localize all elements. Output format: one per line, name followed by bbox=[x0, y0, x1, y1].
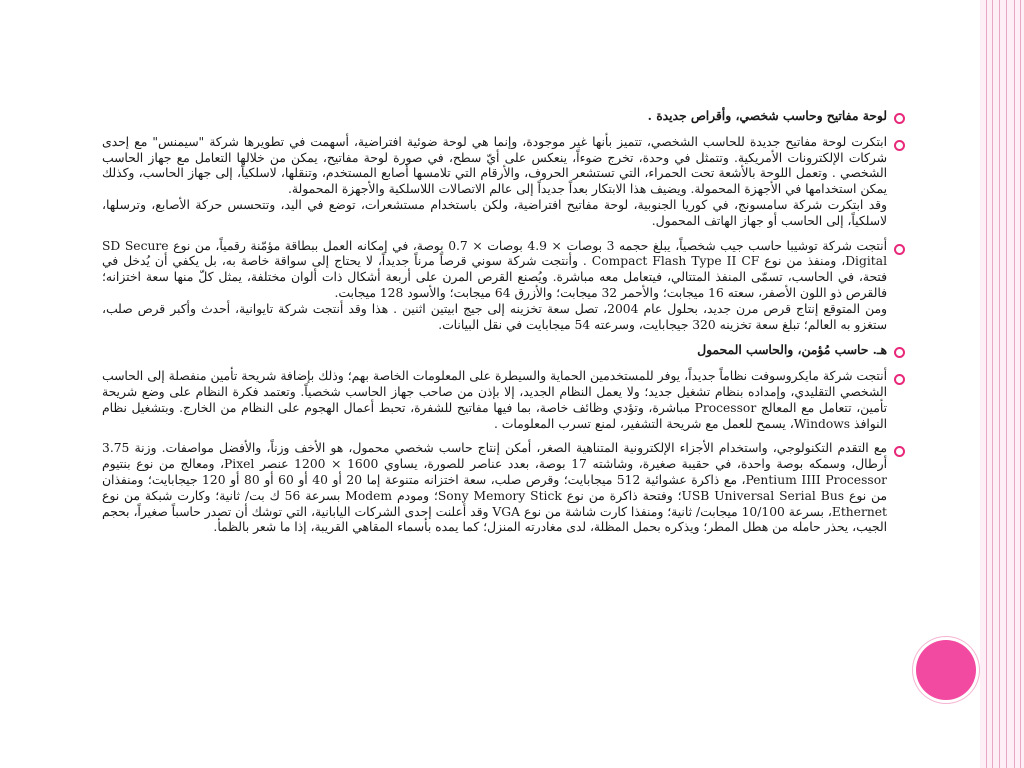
stripe-line bbox=[986, 0, 987, 768]
stripe-line bbox=[999, 0, 1000, 768]
stripe-line bbox=[1020, 0, 1021, 768]
stripe-line bbox=[1014, 0, 1015, 768]
paragraph-text: ابتكرت لوحة مفاتيح جديدة للحاسب الشخصي، تتميز بأنها غير موجودة، وإنما هي لوحة ضوئية افتراضية، أسهمت في تطويرها شركة "سيمنس" مع إحدى شركات الإلكترونات الأمريكية. وتتمثل في وحدة، تخرج ضوءاً، ينعكس على أيّ سطح، في صورة لوحة مفاتيح، يمكن من خلالها التعامل مع جهاز الحاسب الشخصي . وتعمل اللوحة بالأشعة تحت الحمراء، التي تستشعر الحروف، والأرقام التي تلامسها أصابع المستخدم، وتنقلها، لاسلكياً، إلى جهاز الحاسب، وكذلك يمكن استخدامها في الأجهزة المحمولة. ويضيف هذا الابتكار بعداً جديداً إلى عالم الاتصالات اللاسلكية والأجهزة المحمولة. bbox=[102, 134, 887, 197]
stripe-line bbox=[992, 0, 993, 768]
bullet-icon bbox=[894, 446, 905, 457]
bullet-icon bbox=[894, 347, 905, 358]
heading-secure-portable-pc bbox=[102, 342, 907, 358]
stripe-line bbox=[1006, 0, 1007, 768]
paragraph-microsoft-security bbox=[102, 369, 907, 432]
heading-keyboard-pc-disks bbox=[102, 108, 907, 124]
bullet-icon bbox=[894, 140, 905, 151]
bullet-icon bbox=[894, 244, 905, 255]
paragraph-text: ومن المتوقع إنتاج قرص مرن جديد، بحلول عام 2004، تصل سعة تخزينه إلى جيج ابيتين اثنين . هذا وقد أنتجت شركة تايوانية، أحدث وأكبر قرص صلب، ستغزو به العالم؛ تبلغ سعة تخزينه 320 جيجابايت، وسرعته 54 ميجابايت في نقل البيانات. bbox=[102, 301, 887, 332]
paragraph-text: وقد ابتكرت شركة سامسونج، في كوريا الجنوبية، لوحة مفاتيح افتراضية، ولكن باستخدام مستشعرات، توضع في اليد، وتتحسس حركة الأصابع، وترسلها، لاسلكياً، إلى الحاسب أو جهاز الهاتف المحمول. bbox=[102, 197, 887, 228]
decorative-circle bbox=[916, 640, 976, 700]
slide-content bbox=[102, 108, 907, 545]
paragraph-text: أنتجت شركة توشيبا حاسب جيب شخصياً، يبلغ حجمه 3 بوصات × 4.9 بوصات × 0.7 بوصة، في إمكانه العمل ببطاقة مؤمّنة رقمياً، من نوع SD Secure Digital، ومنفذ من نوع Compact Flash Type II CF . وأنتجت شركة سوني قرصاً مرناً جديداً، لا يحتاج إلى سواقة خاصة به، بل يكفي أن يُدخل في فتحة، في الحاسب، تسمّى المنفذ المتتالي، فيتعامل معه مباشرة. ويُصنع القرص المرن على أربعة أشكال ذات ألوان مختلفة، يمثل كلّ منها سعة اختزانه؛ فالقرص ذو اللون الأصفر، سعته 16 ميجابت؛ والأحمر 32 ميجابت؛ والأزرق 64 ميجابت؛ والأسود 128 ميجابت. bbox=[102, 238, 888, 300]
paragraph-virtual-keyboard bbox=[102, 135, 907, 230]
bullet-icon bbox=[894, 374, 905, 385]
paragraph-text: أنتجت شركة مايكروسوفت نظاماً جديداً، يوفر للمستخدمين الحماية والسيطرة على المعلومات الخاصة بهم؛ وذلك بإضافة شريحة تأمين منفصلة إلى الحاسب الشخصي التقليدي، وإمداده بنظام تشغيل جديد؛ ولا يعمل النظام الجديد، إلا بإذن من صاحب جهاز الحاسب شخصياً. وتعتمد فكرة النظام على وضع شريحة تأمين، تتعامل مع المعالج Processor مباشرة، وتؤدي وظائف خاصة، بما فيها مفاتيح للشفرة، تحبط أعمال الهجوم على النظام من الخارج. وبتشغيل نظام النوافذ Windows، يسمح للعمل مع شريحة التشفير، لمنع تسرب المعلومات . bbox=[102, 369, 887, 431]
paragraph-portable-pc bbox=[102, 441, 907, 536]
paragraph-text: مع التقدم التكنولوجي، واستخدام الأجزاء الإلكترونية المتناهية الصغر، أمكن إنتاج حاسب شخصي محمول، هو الأخف وزناً، والأفضل مواصفات. وزنة 3.75 أرطال، وسمكه بوصة واحدة، في حقيبة صغيرة، وشاشته 17 بوصة، بعدد عناصر للصورة، يساوي 1600 × 1200 عنصر Pixel، ومعالج من نوع بنتيوم Pentium IIII Processor، مع ذاكرة عشوائية 512 ميجابايت؛ وقرص صلب، سعة اختزانه متنوعة إما 20 أو 40 أو 60 أو 80 أو 120 جيجابايت؛ ومنفذان من نوع USB Universal Serial Bus؛ وفتحة ذاكرة من نوع Sony Memory Stick؛ ومودم Modem بسرعة 56 ك بت/ ثانية؛ وكارت شبكة من نوع Ethernet، بسرعة 10/100 ميجابت/ ثانية؛ ومنفذا كارت شاشة من نوع VGA وقد أعلنت إحدى الشركات اليابانية، التي توشك أن تصدر حاسباً صغيراً، بحجم الجيب، يحذر حامله من هطل المطر؛ ويذكره بحمل المظلة، لدى مغادرته المنزل؛ كما يمده بأسماء المقاهي القريبة، إذا ما شعر بالظمأ. bbox=[102, 441, 888, 535]
decorative-stripes bbox=[980, 0, 1024, 768]
heading-text: لوحة مفاتيح وحاسب شخصي، وأقراص جديدة . bbox=[647, 108, 887, 123]
bullet-icon bbox=[894, 113, 905, 124]
heading-text: هـ. حاسب مُؤمن، والحاسب المحمول bbox=[697, 342, 887, 358]
paragraph-toshiba-sony bbox=[102, 239, 907, 334]
